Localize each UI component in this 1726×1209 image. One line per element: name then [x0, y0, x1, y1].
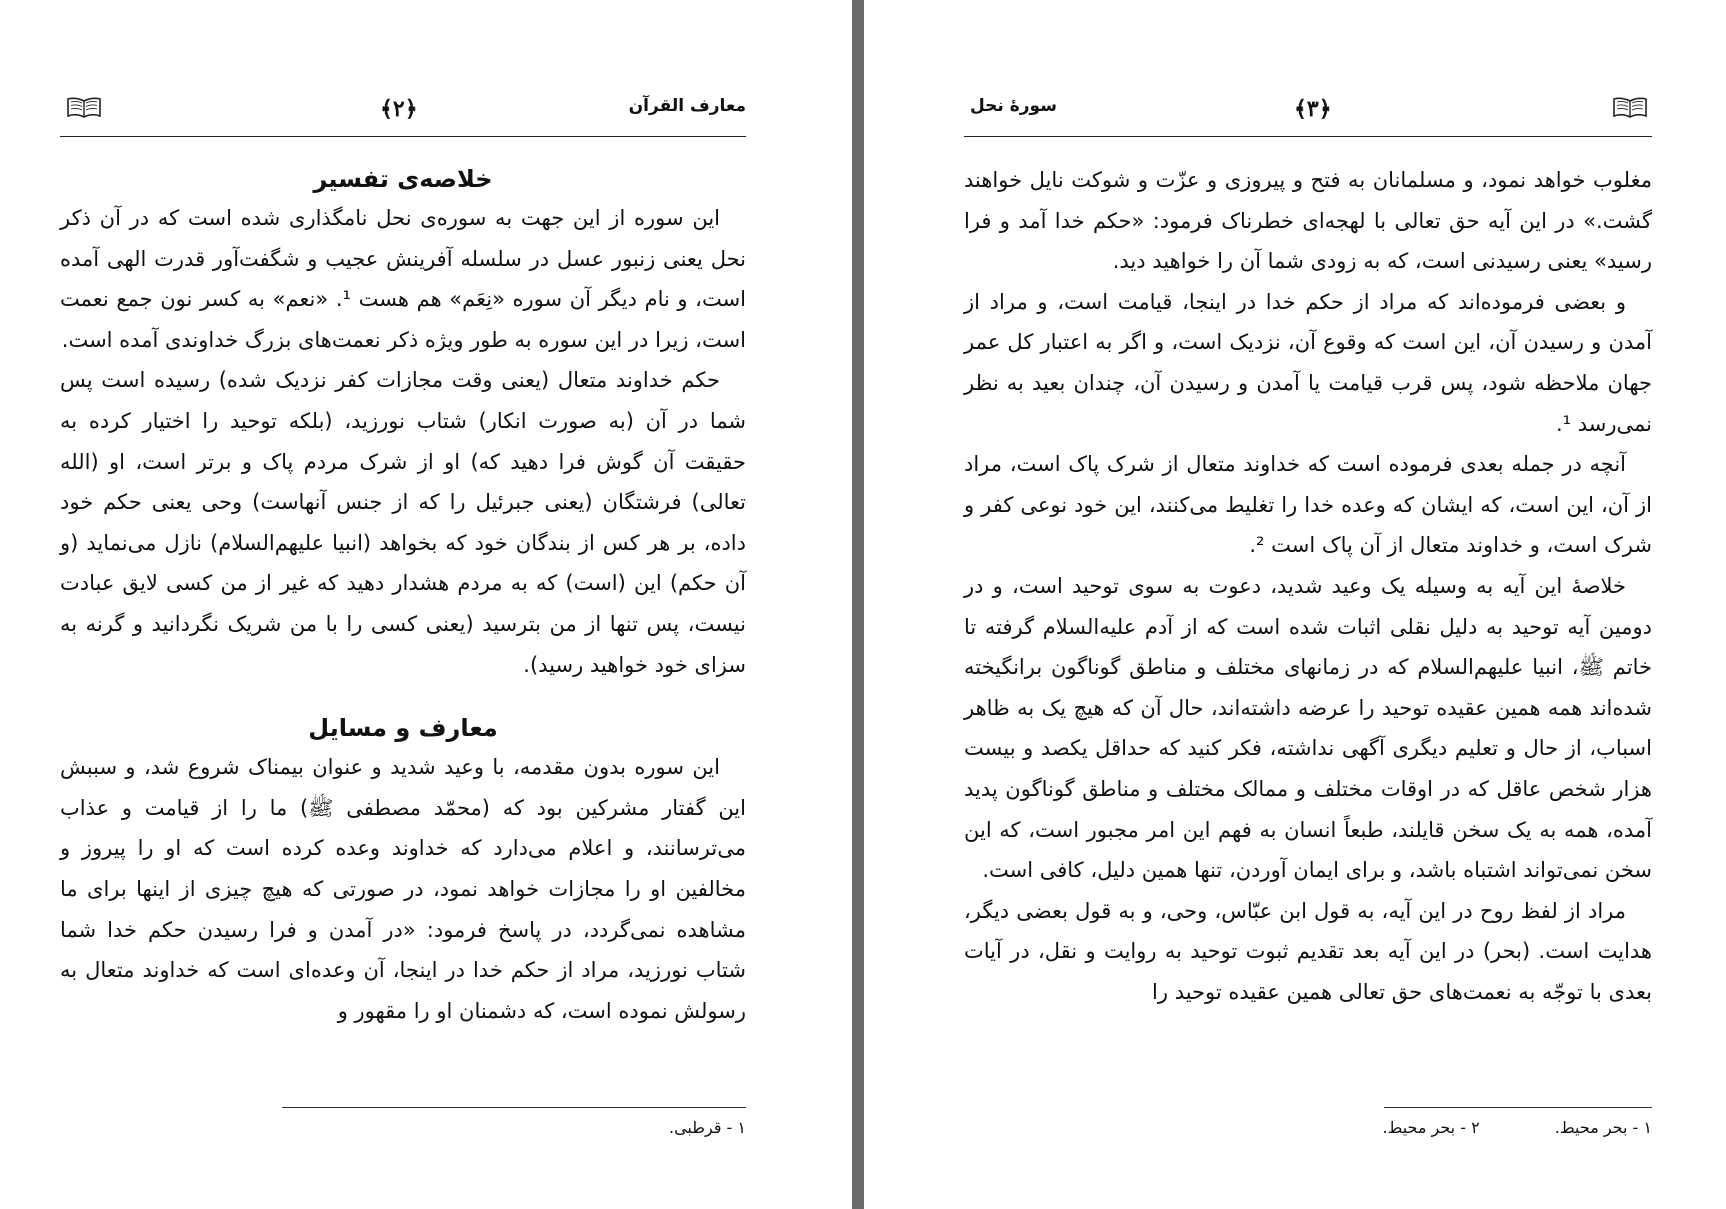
paragraph: این سوره بدون مقدمه، با وعید شدید و عنوان بیمناک شروع شد، و سببش این گفتار مشرکین بود که (محمّد مصطفی ﷺ) ما را از قیامت و عذاب می‌ترسانند، و اعلام می‌دارد که خداوند وعده کرده است که او را پیروز و مخالفین او را مجازات خواهد نمود، در صورتی که هیچ چیزی از اینها برای ما مشاهده نمی‌گردد، در پاسخ فرمود: «در آمدن و فرا رسیدن حکم خدا شما شتاب نورزید، مراد از حکم خدا در اینجا، آن وعده‌ای است که خداوند متعال به رسولش نموده است، که دشمنان او را مقهور و	[60, 755, 746, 1023]
left-running-title: معارف القرآن	[628, 96, 746, 116]
book-gutter	[852, 0, 864, 1209]
left-page-body	[60, 160, 746, 1031]
footnote-rule	[282, 1107, 746, 1108]
open-book-icon	[1612, 96, 1648, 120]
section-heading-summary: خلاصه‌ی تفسیر	[313, 165, 493, 193]
paragraph: این سوره از این جهت به سوره‌ی نحل نامگذاری شده است که در آن ذکر نحل یعنی زنبور عسل در سلسله آفرینش عجیب و شگفت‌آور قدرت الهی آمده است، و نام دیگر آن سوره «نِعَم» هم هست ¹. «نعم» به کسر نون جمع نعمت است، زیرا در این سوره به طور ویژه ذکر نعمت‌های بزرگ خداوندی آمده است.	[60, 206, 746, 352]
left-page-header	[60, 92, 746, 132]
right-footnotes	[964, 1118, 1652, 1137]
left-footnotes	[60, 1118, 746, 1137]
left-page	[60, 0, 746, 1209]
header-rule	[964, 136, 1652, 137]
paragraph: حکم خداوند متعال (یعنی وقت مجازات کفر نزدیک شده) رسیده است پس شما در آن (به صورت انکار) شتاب نورزید، (بلکه توحید را اختیار کرده به حقیقت آن گوش فرا دهید که) او از شرک مردم پاک و برتر است، او (الله تعالی) فرشتگان (یعنی جبرئیل را که از جنس آنهاست) وحی یعنی حکم خود داده، بر هر کس از بندگان خود که بخواهد (انبیا علیهم‌السلام) نازل می‌نماید (و آن حکم) این (است) که به مردم هشدار دهید که غیر از من کسی لایق عبادت نیست، پس تنها از من بترسید (یعنی کسی را با من شریک نگردانید و گرنه به سزای خود خواهید رسید).	[60, 368, 746, 677]
paragraph: خلاصهٔ این آیه به وسیله یک وعید شدید، دعوت به سوی توحید است، و در دومین آیه توحید به دلیل نقلی اثبات شده است که از آدم علیه‌السلام گرفته تا خاتم ﷺ، انبیا علیهم‌السلام که در زمانهای مختلف و مناطق گوناگون برانگیخته شده‌اند همه همین عقیده توحید را عرضه داشته‌اند، حال آن که هیچ یک به ظاهر اسباب، از حال و تعلیم دیگری آگهی نداشته، فکر کنید که حداقل یکصد و بیست هزار شخص عاقل که در اوقات مختلف و ممالک مختلف و مناطق گوناگون پدید آمده، همه به یک سخن قایلند، طبعاً انسان به فهم این امر مجبور است، که این سخن نمی‌تواند اشتباه باشد، و برای ایمان آوردن، تنها همین دلیل، کافی است.	[964, 573, 1652, 883]
paragraph: و بعضی فرموده‌اند که مراد از حکم خدا در اینجا، قیامت است، و مراد از آمدن و رسیدن آن، این است که وقوع آن، نزدیک است، و اگر به اعتبار کل عمر جهان ملاحظه شود، پس قرب قیامت یا آمدن و رسیدن آن، چندان بعید به نظر نمی‌رسد ¹.	[964, 289, 1652, 436]
right-running-title: سوره‌ٔ نحل	[970, 96, 1057, 116]
footnote-rule	[1384, 1107, 1652, 1108]
right-page-number: ﴿۳﴾	[1294, 96, 1332, 122]
header-rule	[60, 136, 746, 137]
paragraph: مغلوب خواهد نمود، و مسلمانان به فتح و پیروزی و عزّت و شوکت نایل خواهند گشت.» در این آیه حق تعالی با لهجه‌ای خطرناک فرمود: «حکم خدا آمد و فرا رسید» یعنی رسیدنی است، که به زودی شما آن را خواهید دید.	[964, 168, 1652, 274]
open-book-icon	[66, 96, 102, 120]
left-page-number: ﴿۲﴾	[380, 96, 418, 122]
paragraph: مراد از لفظ روح در این آیه، به قول ابن عبّاس، وحی، و به قول بعضی دیگر، هدایت است. (بحر) در این آیه بعد تقدیم ثبوت توحید به روایت و نقل، در آیات بعدی با توجّه به نعمت‌های حق تعالی همین عقیده توحید را	[964, 898, 1652, 1004]
footnote: ۱ - بحر محیط.	[1554, 1118, 1652, 1137]
paragraph: آنچه در جمله بعدی فرموده است که خداوند متعال از شرک پاک است، مراد از آن، این است، که ایشان که وعده خدا را تغلیط می‌کنند، این خود نوعی کفر و شرک است، و خداوند متعال از آن پاک است ².	[964, 452, 1652, 558]
section-heading-maaref: معارف و مسایل	[308, 714, 498, 743]
footnote: ۱ - قرطبی.	[669, 1118, 746, 1137]
right-page-body	[964, 160, 1652, 1012]
right-page-header	[964, 92, 1652, 132]
right-page	[964, 0, 1652, 1209]
footnote: ۲ - بحر محیط.	[1382, 1118, 1480, 1137]
